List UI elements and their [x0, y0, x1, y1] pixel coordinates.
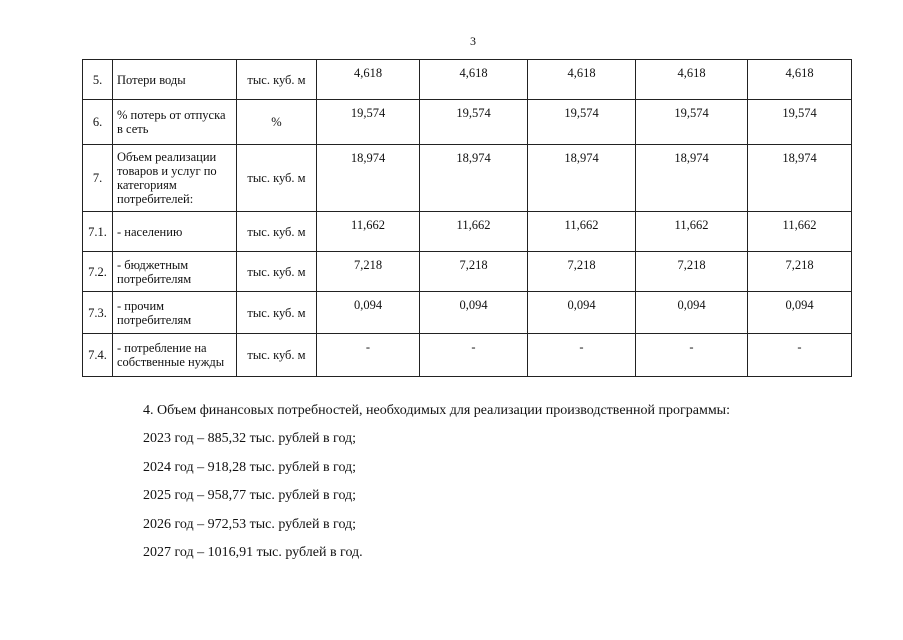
- row-number: 7.3.: [83, 292, 113, 334]
- page-number: 3: [470, 34, 476, 48]
- financial-year-item: 2026 год – 972,53 тыс. рублей в год;: [143, 516, 357, 532]
- row-value: -: [636, 334, 748, 377]
- row-name: Объем реализации товаров и услуг по категориям потребителей:: [113, 145, 237, 212]
- row-name: - потребление на собственные нужды: [113, 334, 237, 377]
- row-value: 18,974: [748, 145, 852, 212]
- row-value: 18,974: [420, 145, 528, 212]
- row-value: 18,974: [317, 145, 420, 212]
- row-value: 0,094: [636, 292, 748, 334]
- row-value: 4,618: [748, 60, 852, 100]
- table-row: [83, 292, 852, 334]
- row-unit: тыс. куб. м: [237, 145, 317, 212]
- financial-year-item: 2023 год – 885,32 тыс. рублей в год;: [143, 431, 357, 447]
- row-value: 0,094: [317, 292, 420, 334]
- row-value: 7,218: [420, 252, 528, 292]
- row-value: 4,618: [636, 60, 748, 100]
- water-balance-table: [82, 59, 852, 377]
- row-name: % потерь от отпуска в сеть: [113, 100, 237, 145]
- row-name: - населению: [113, 212, 237, 252]
- table-row: [83, 60, 852, 100]
- row-number: 7.4.: [83, 334, 113, 377]
- row-unit: %: [237, 100, 317, 145]
- row-unit: тыс. куб. м: [237, 334, 317, 377]
- row-value: 0,094: [748, 292, 852, 334]
- table-row: [83, 145, 852, 212]
- financial-year-item: 2024 год – 918,28 тыс. рублей в год;: [143, 459, 357, 475]
- row-value: 19,574: [420, 100, 528, 145]
- row-value: 7,218: [636, 252, 748, 292]
- row-number: 6.: [83, 100, 113, 145]
- row-value: -: [528, 334, 636, 377]
- row-value: 19,574: [528, 100, 636, 145]
- row-value: 11,662: [528, 212, 636, 252]
- row-value: 11,662: [317, 212, 420, 252]
- row-value: -: [748, 334, 852, 377]
- row-value: 7,218: [317, 252, 420, 292]
- row-name: Потери воды: [113, 60, 237, 100]
- row-value: 4,618: [528, 60, 636, 100]
- row-unit: тыс. куб. м: [237, 252, 317, 292]
- row-value: 0,094: [528, 292, 636, 334]
- row-unit: тыс. куб. м: [237, 292, 317, 334]
- row-unit: тыс. куб. м: [237, 212, 317, 252]
- row-value: 11,662: [748, 212, 852, 252]
- financial-year-item: 2027 год – 1016,91 тыс. рублей в год.: [143, 545, 363, 561]
- financial-needs-section: [143, 397, 730, 567]
- row-name: - прочим потребителям: [113, 292, 237, 334]
- table-row: [83, 212, 852, 252]
- row-name: - бюджетным потребителям: [113, 252, 237, 292]
- row-value: 19,574: [636, 100, 748, 145]
- row-number: 5.: [83, 60, 113, 100]
- financial-year-item: 2025 год – 958,77 тыс. рублей в год;: [143, 488, 357, 504]
- row-value: 18,974: [636, 145, 748, 212]
- row-value: 7,218: [748, 252, 852, 292]
- row-value: 19,574: [317, 100, 420, 145]
- row-unit: тыс. куб. м: [237, 60, 317, 100]
- row-value: 18,974: [528, 145, 636, 212]
- table-row: [83, 334, 852, 377]
- row-value: 0,094: [420, 292, 528, 334]
- row-number: 7.: [83, 145, 113, 212]
- table-row: [83, 252, 852, 292]
- row-value: 11,662: [420, 212, 528, 252]
- table-row: [83, 100, 852, 145]
- row-value: 11,662: [636, 212, 748, 252]
- row-value: -: [317, 334, 420, 377]
- row-value: -: [420, 334, 528, 377]
- row-number: 7.2.: [83, 252, 113, 292]
- row-value: 4,618: [420, 60, 528, 100]
- row-value: 19,574: [748, 100, 852, 145]
- row-value: 7,218: [528, 252, 636, 292]
- row-value: 4,618: [317, 60, 420, 100]
- section-heading: 4. Объем финансовых потребностей, необходимых для реализации производственной программы:: [143, 403, 730, 418]
- row-number: 7.1.: [83, 212, 113, 252]
